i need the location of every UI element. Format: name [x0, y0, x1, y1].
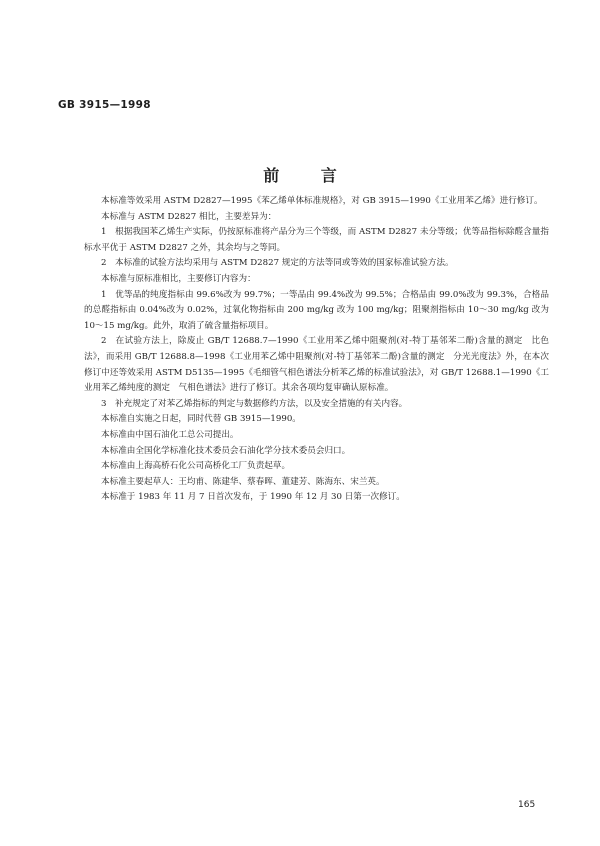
paragraph-intro: 本标准等效采用 ASTM D2827—1995《苯乙烯单体标准规格》，对 GB 3915—1990《工业用苯乙烯》进行修订。 — [101, 196, 543, 206]
paragraph-drafter-org: 本标准由上海高桥石化公司高桥化工厂负责起草。 — [101, 461, 291, 472]
paragraph-revision-item-1: 1 优等品的纯度指标由 99.6%改为 99.7%；一等品由 99.4%改为 99.5%；合格品由 99.0%改为 99.3%，合格品的总醛指标由 0.04%改为 0.02%，过氧化物指标由 200 mg/kg 改为 100 mg/kg；阻聚剂指标由 10～30 mg/kg 改为 10～15 mg/kg。此外，取消了硫含量指标项目。 — [84, 289, 549, 331]
paragraph-diff-item-1: 1 根据我国苯乙烯生产实际，仍按原标准将产品分为三个等级，而 ASTM D2827 未分等级；优等品指标除醛含量指标水平优于 ASTM D2827 之外，其余均与之等同。 — [84, 227, 549, 253]
paragraph-history: 本标准于 1983 年 11 月 7 日首次发布，于 1990 年 12 月 30 日第一次修订。 — [101, 492, 405, 503]
page-number: 165 — [518, 800, 536, 810]
paragraph-revision-heading: 本标准与原标准相比，主要修订内容为： — [101, 273, 256, 284]
paragraph-revision-item-3: 3 补充规定了对苯乙烯指标的判定与数据修约方法，以及安全措施的有关内容。 — [101, 398, 408, 409]
paragraph-committee: 本标准由全国化学标准化技术委员会石油化学分技术委员会归口。 — [101, 445, 351, 456]
paragraph-replacement: 本标准自实施之日起，同时代替 GB 3915—1990。 — [101, 414, 301, 425]
foreword-body — [84, 194, 549, 506]
paragraph-diff-item-2: 2 本标准的试验方法均采用与 ASTM D2827 规定的方法等同或等效的国家标准试验方法。 — [101, 258, 454, 269]
standard-number-header: GB 3915—1998 — [58, 99, 151, 111]
paragraph-drafters: 本标准主要起草人：王均甫、陈建华、蔡春晖、董建芳、陈海东、宋兰英。 — [101, 476, 385, 487]
paragraph-proposer: 本标准由中国石油化工总公司提出。 — [101, 429, 239, 440]
page-title: 前 言 — [263, 166, 355, 185]
paragraph-revision-item-2: 2 在试验方法上，除废止 GB/T 12688.7—1990《工业用苯乙烯中阻聚剂(对-特丁基邻苯二酚)含量的测定 比色法》，而采用 GB/T 12688.8—1998《工业用苯乙烯中阻聚剂(对-特丁基邻苯二酚)含量的测定 分光光度法》外，在本次修订中还等效采用 ASTM D5135—1995《毛细管气相色谱法分析苯乙烯的标准试验法》，对 GB/T 12688.1—1990《工业用苯乙烯纯度的测定 气相色谱法》进行了修订。其余各项均复审确认原标准。 — [84, 336, 549, 394]
paragraph-diff-heading: 本标准与 ASTM D2827 相比，主要差异为： — [101, 211, 277, 222]
